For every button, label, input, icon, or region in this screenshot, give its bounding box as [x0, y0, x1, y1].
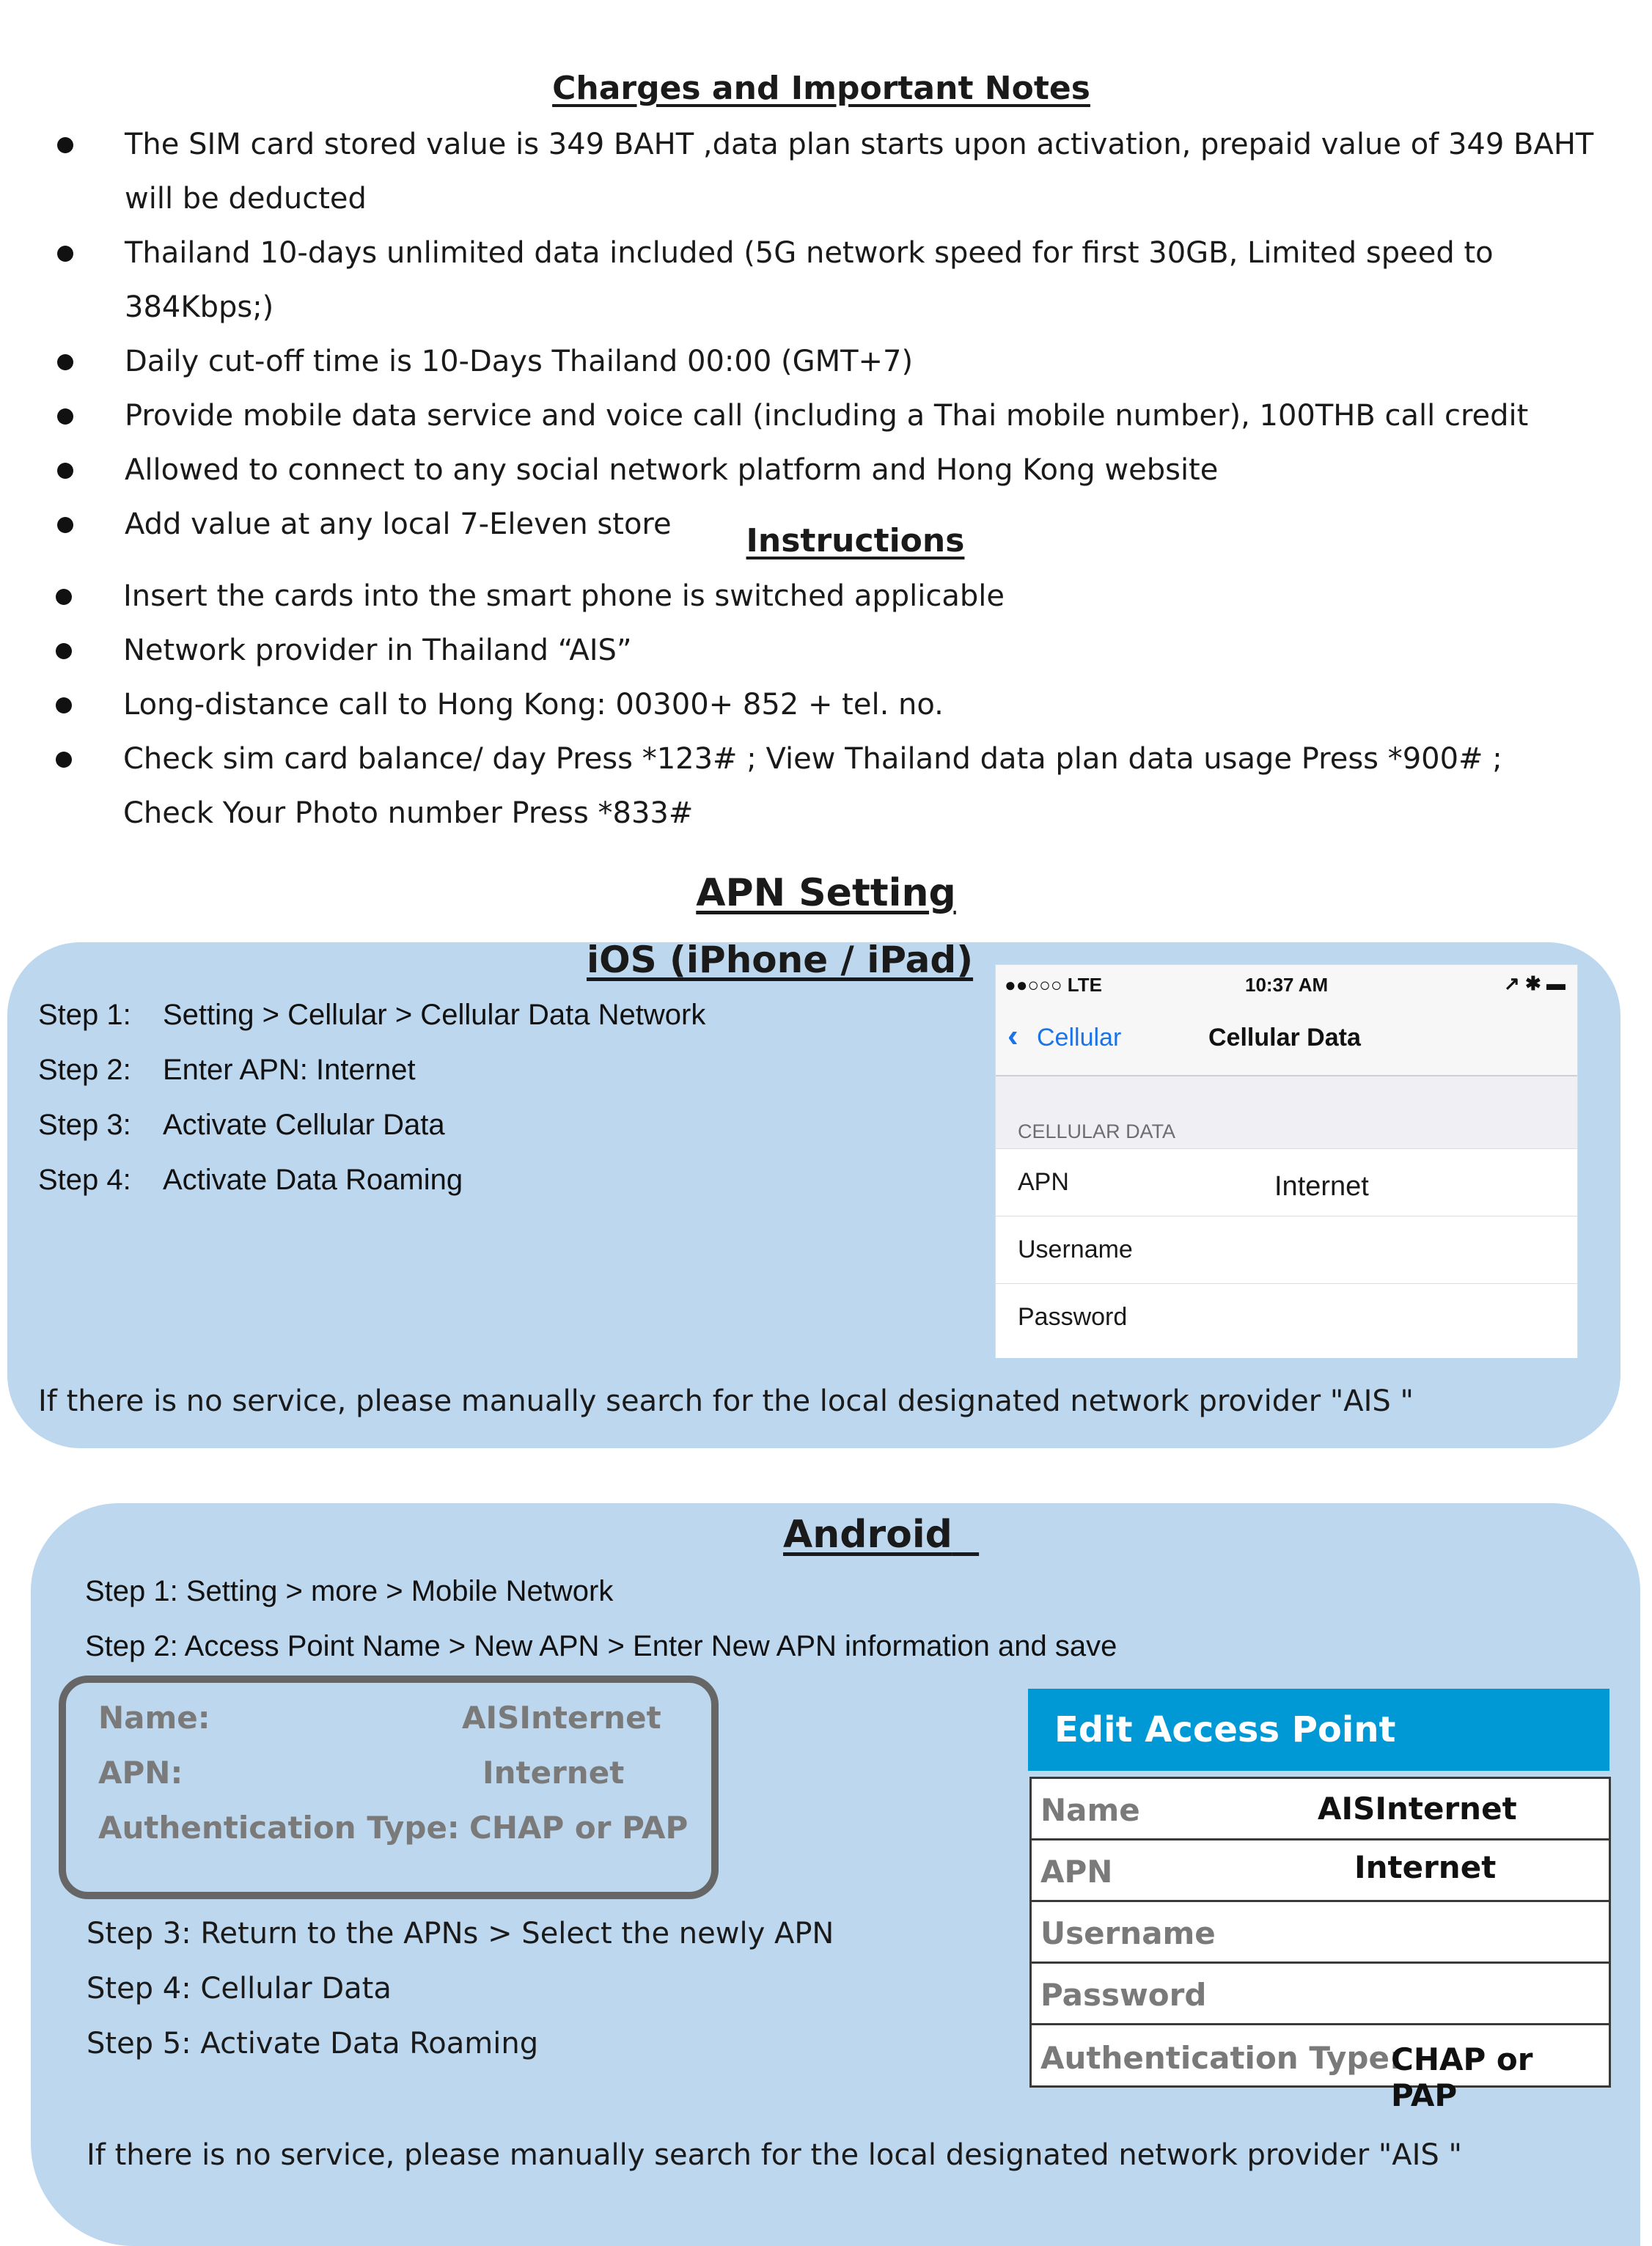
username-row[interactable]: Username [1029, 1900, 1611, 1964]
box-auth-value: CHAP or PAP [469, 1810, 689, 1846]
name-row[interactable]: Name AISInternet [1029, 1777, 1611, 1841]
list-item: Add value at any local 7-Eleven store [125, 497, 1598, 551]
username-row[interactable]: Username [996, 1216, 1577, 1284]
android-step-1: Step 1: Setting > more > Mobile Network [85, 1575, 614, 1607]
ios-step-3: Step 3: Activate Cellular Data [38, 1109, 445, 1141]
bullet-icon [57, 408, 73, 425]
list-item: Daily cut-off time is 10-Days Thailand 00:00 (GMT+7) [125, 334, 1598, 389]
apn-setting-heading: APN Setting [696, 871, 956, 915]
android-heading: Android [783, 1513, 952, 1557]
carrier-signal: ●●○○○ LTE [1005, 974, 1102, 996]
bullet-icon [57, 354, 73, 370]
status-bar [996, 965, 1577, 1002]
bullet-icon [56, 752, 72, 768]
ios-step-1: Step 1: Setting > Cellular > Cellular Data Network [38, 999, 706, 1031]
bullet-icon [57, 463, 73, 479]
ios-heading: iOS (iPhone / iPad) [587, 939, 974, 981]
list-item: Allowed to connect to any social network platform and Hong Kong website [125, 443, 1598, 497]
list-item: Thailand 10-days unlimited data included (5G network speed for first 30GB, Limited speed to 384Kbps;) [125, 226, 1598, 334]
battery-icon: ↗ ✱ ▬ [1503, 972, 1565, 994]
ios-step-2: Step 2: Enter APN: Internet [38, 1054, 416, 1086]
apn-row[interactable]: APN Internet [996, 1148, 1577, 1216]
box-apn-value: Internet [482, 1755, 625, 1791]
list-item: Insert the cards into the smart phone is switched applicable [123, 569, 1597, 623]
charges-heading: Charges and Important Notes [552, 70, 1090, 107]
box-name-value: AISInternet [462, 1700, 661, 1736]
android-step-5: Step 5: Activate Data Roaming [87, 2027, 539, 2060]
ios-no-service-note: If there is no service, please manually search for the local designated network provider "AIS " [38, 1384, 1414, 1418]
box-auth-label: Authentication Type: [98, 1810, 460, 1846]
list-item: The SIM card stored value is 349 BAHT ,data plan starts upon activation, prepaid value of 349 BAHT will be deducted [125, 117, 1598, 226]
ios-cellular-data-screenshot [995, 964, 1578, 1358]
back-button[interactable]: Cellular [1037, 1024, 1122, 1052]
ios-step-4: Step 4: Activate Data Roaming [38, 1164, 463, 1196]
bullet-icon [57, 246, 73, 262]
nav-title: Cellular Data [1208, 1024, 1361, 1052]
instructions-heading: Instructions [746, 522, 965, 559]
chevron-left-icon[interactable]: ‹ [1007, 1018, 1018, 1054]
section-header: CELLULAR DATA [996, 1075, 1577, 1150]
android-step-3: Step 3: Return to the APNs > Select the newly APN [87, 1917, 834, 1950]
bullet-icon [56, 697, 72, 713]
nav-bar [996, 1002, 1577, 1075]
charges-list [125, 117, 1598, 551]
android-no-service-note: If there is no service, please manually search for the local designated network provider "AIS " [87, 2138, 1462, 2172]
password-row[interactable]: Password [1029, 1961, 1611, 2026]
edit-access-point-screenshot [1028, 1689, 1609, 2113]
box-name-label: Name: [98, 1700, 210, 1736]
list-item: Long-distance call to Hong Kong: 00300+ 852 + tel. no. [123, 678, 1597, 732]
instructions-list [123, 569, 1597, 840]
list-item: Check sim card balance/ day Press *123# ; View Thailand data plan data usage Press *900# ; Check Your Photo number Press *833# [123, 732, 1597, 840]
bullet-icon [56, 643, 72, 659]
box-apn-label: APN: [98, 1755, 183, 1791]
apn-value: Internet [1274, 1171, 1369, 1202]
authentication-type-row[interactable]: Authentication Type: CHAP or PAP [1029, 2023, 1611, 2088]
password-row[interactable]: Password [996, 1283, 1577, 1358]
android-step-2: Step 2: Access Point Name > New APN > Enter New APN information and save [85, 1630, 1117, 1662]
bullet-icon [57, 137, 73, 153]
bullet-icon [56, 589, 72, 605]
list-item: Provide mobile data service and voice call (including a Thai mobile number), 100THB call credit [125, 389, 1598, 443]
list-item: Network provider in Thailand “AIS” [123, 623, 1597, 678]
apn-row[interactable]: APN Internet [1029, 1838, 1611, 1903]
edit-access-point-title: Edit Access Point [1028, 1689, 1609, 1771]
android-step-4: Step 4: Cellular Data [87, 1972, 392, 2005]
status-time: 10:37 AM [1245, 974, 1329, 996]
